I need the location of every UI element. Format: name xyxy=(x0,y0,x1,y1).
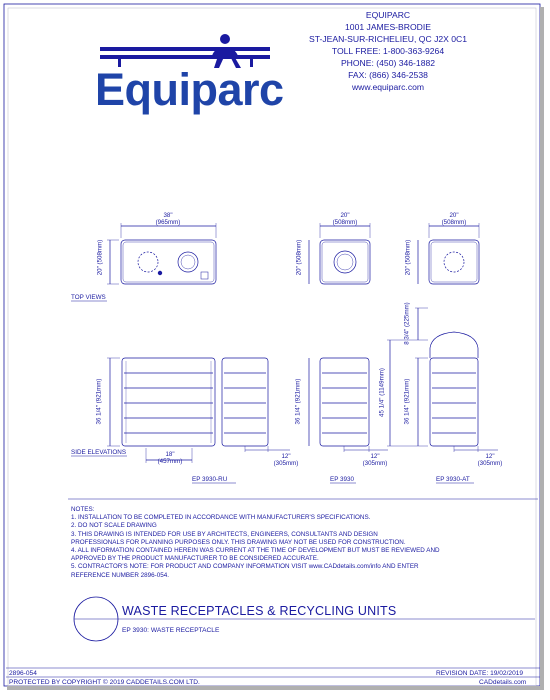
note-line: 2. DO NOT SCALE DRAWING xyxy=(71,522,157,530)
dim-height-36-c: 36 1/4" (921mm) xyxy=(403,378,411,425)
model-label-at: EP 3930-AT xyxy=(436,476,470,483)
dim-height-36-a: 36 1/4" (921mm) xyxy=(95,378,103,425)
revision-date: REVISION DATE: 19/02/2019 xyxy=(436,670,524,677)
company-name: EQUIPARC xyxy=(365,10,411,20)
side-elevation-ru-side xyxy=(222,358,290,452)
notes-heading: NOTES: xyxy=(71,506,95,513)
side-elevation-std xyxy=(309,358,388,452)
drawing-subtitle: EP 3930: WASTE RECEPTACLE xyxy=(122,627,220,634)
note-line: APPROVED BY THE PRODUCT MANUFACTURER TO BE CONSIDERED ACCURATE. xyxy=(71,555,319,563)
dim-width-12-a: 12" (305mm) xyxy=(273,453,299,467)
notes-section xyxy=(71,506,440,580)
note-line: 5. CONTRACTOR'S NOTE: FOR PRODUCT AND COMPANY INFORMATION VISIT www.CADdetails.com/info AND ENTER xyxy=(71,563,419,571)
note-line: 1. INSTALLATION TO BE COMPLETED IN ACCORDANCE WITH MANUFACTURER'S SPECIFICATIONS. xyxy=(71,514,371,522)
top-views-label: TOP VIEWS xyxy=(71,294,106,301)
website-link[interactable]: www.equiparc.com xyxy=(351,82,425,92)
dim-height-36-b: 36 1/4" (921mm) xyxy=(294,378,302,425)
reference-number: 2896-054 xyxy=(9,670,37,677)
dim-height-8: 8 3/4" (225mm) xyxy=(403,302,411,345)
caddetails-brand-link[interactable]: CADdetails.com xyxy=(479,679,527,686)
note-line: REFERENCE NUMBER 2896-054. xyxy=(71,571,169,579)
fax: FAX: (866) 346-2538 xyxy=(348,70,428,80)
model-label-std: EP 3930 xyxy=(330,476,355,483)
dim-top-width-38: 38" (965mm) xyxy=(155,212,181,226)
note-line: 3. THIS DRAWING IS INTENDED FOR USE BY ARCHITECTS, ENGINEERS, CONSULTANTS AND DESIGN xyxy=(71,530,378,538)
side-elevations-label: SIDE ELEVATIONS xyxy=(71,449,127,456)
note-line: 4. ALL INFORMATION CONTAINED HEREIN WAS CURRENT AT THE TIME OF DEVELOPMENT BUT MUST BE REVIEWED AND xyxy=(71,547,440,555)
dim-width-12-c: 12" (305mm) xyxy=(477,453,503,467)
dim-width-12-b: 12" (305mm) xyxy=(362,453,388,467)
dim-top-depth-a: 20" (508mm) xyxy=(96,239,104,276)
dim-top-depth-b: 20" (508mm) xyxy=(295,239,303,276)
company-logo: Equiparc xyxy=(95,64,284,115)
address-line2: ST-JEAN-SUR-RICHELIEU, QC J2X 0C1 xyxy=(308,34,468,44)
top-view-ru xyxy=(107,223,216,284)
copyright-notice: PROTECTED BY COPYRIGHT © 2019 CADDETAILS.COM LTD. xyxy=(9,679,200,686)
logo-bench-graphic xyxy=(100,34,270,68)
phone: PHONE: (450) 346-1882 xyxy=(340,58,436,68)
sheet-shadow-bottom xyxy=(7,686,544,690)
dim-top-width-20-b: 20" (508mm) xyxy=(441,212,467,226)
dim-height-45: 45 1/4" (1149mm) xyxy=(378,368,386,417)
drawing-title: WASTE RECEPTACLES & RECYCLING UNITS xyxy=(122,604,397,618)
recycle-icon xyxy=(158,271,162,275)
model-label-ru: EP 3930-RU xyxy=(192,476,228,483)
top-view-at xyxy=(418,223,479,284)
dim-top-width-20-a: 20" (508mm) xyxy=(332,212,358,226)
top-view-std xyxy=(309,223,370,284)
toll-free: TOLL FREE: 1-800-363-9264 xyxy=(331,46,445,56)
note-line: PROFESSIONALS FOR PLANNING PURPOSES ONLY. THIS DRAWING MAY NOT BE USED FOR CONSTRUCTION. xyxy=(71,538,406,546)
dim-width-18: 18" (457mm) xyxy=(157,451,183,465)
sheet-shadow-right xyxy=(540,7,544,690)
address-line1: 1001 JAMES-BRODIE xyxy=(345,22,431,32)
side-elevation-ru-front xyxy=(107,358,215,463)
dim-top-depth-c: 20" (508mm) xyxy=(404,239,412,276)
